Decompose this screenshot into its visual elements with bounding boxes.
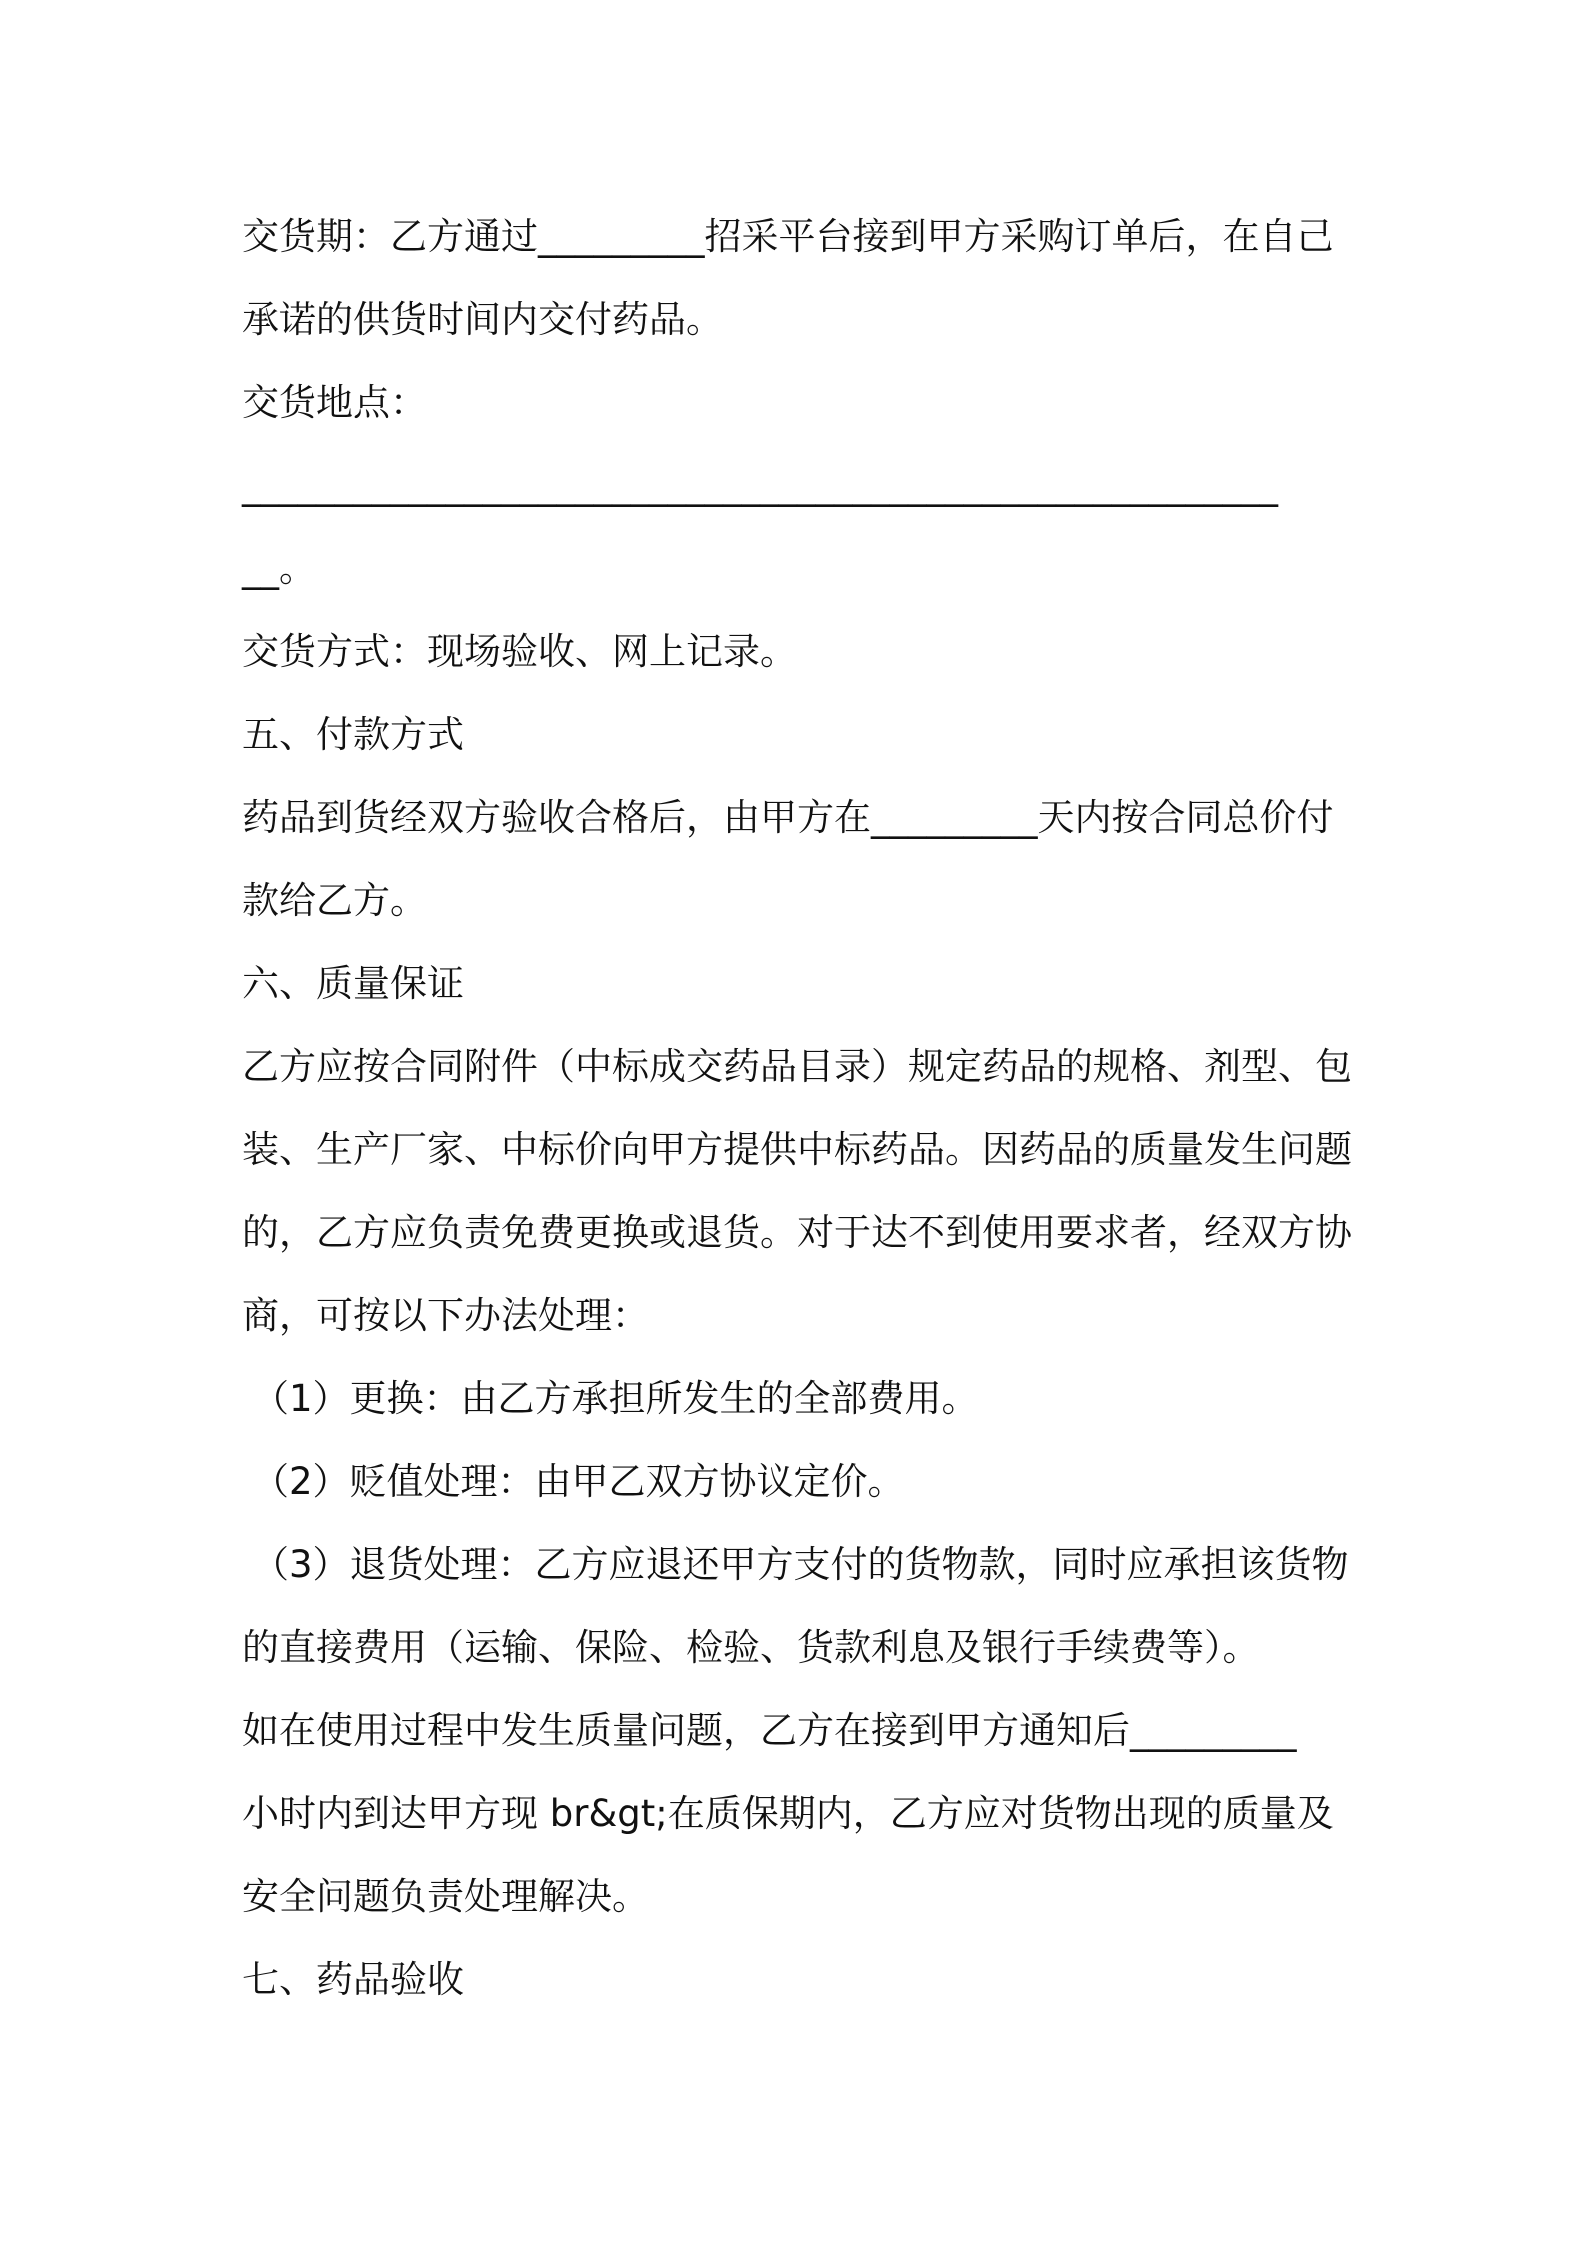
delivery-location-label: 交货地点：	[242, 381, 427, 424]
quality-issue-line-1: 如在使用过程中发生质量问题，乙方在接到甲方通知后_________	[242, 1709, 1297, 1752]
quality-issue-line-2: 小时内到达甲方现 br&gt;在质保期内，乙方应对货物出现的质量及	[242, 1792, 1334, 1835]
delivery-period-line-2: 承诺的供货时间内交付药品。	[242, 298, 723, 341]
delivery-location-blank-end: __。	[242, 547, 316, 590]
delivery-period-line-1: 交货期：乙方通过_________招采平台接到甲方采购订单后，在自己	[242, 215, 1334, 258]
delivery-method: 交货方式：现场验收、网上记录。	[242, 630, 797, 673]
section-heading-payment: 五、付款方式	[242, 713, 464, 756]
payment-text-line-2: 款给乙方。	[242, 879, 427, 922]
quality-item-3-line-1: （3）退货处理：乙方应退还甲方支付的货物款，同时应承担该货物	[252, 1543, 1349, 1586]
payment-text-line-1: 药品到货经双方验收合格后，由甲方在_________天内按合同总价付	[242, 796, 1334, 839]
document-body	[242, 195, 1352, 2021]
quality-item-3-line-2: 的直接费用（运输、保险、检验、货款利息及银行手续费等）。	[242, 1626, 1260, 1669]
quality-item-2: （2）贬值处理：由甲乙双方协议定价。	[252, 1460, 905, 1503]
quality-text-line-1: 乙方应按合同附件（中标成交药品目录）规定药品的规格、剂型、包	[242, 1045, 1352, 1088]
section-heading-acceptance: 七、药品验收	[242, 1958, 464, 2001]
quality-item-1: （1）更换：由乙方承担所发生的全部费用。	[252, 1377, 979, 1420]
quality-text-line-3: 的，乙方应负责免费更换或退货。对于达不到使用要求者，经双方协	[242, 1211, 1352, 1254]
delivery-location-blank: ________________________________________________________	[242, 464, 1278, 507]
quality-issue-line-3: 安全问题负责处理解决。	[242, 1875, 649, 1918]
quality-text-line-4: 商，可按以下办法处理：	[242, 1294, 649, 1337]
section-heading-quality: 六、质量保证	[242, 962, 464, 1005]
quality-text-line-2: 装、生产厂家、中标价向甲方提供中标药品。因药品的质量发生问题	[242, 1128, 1352, 1171]
